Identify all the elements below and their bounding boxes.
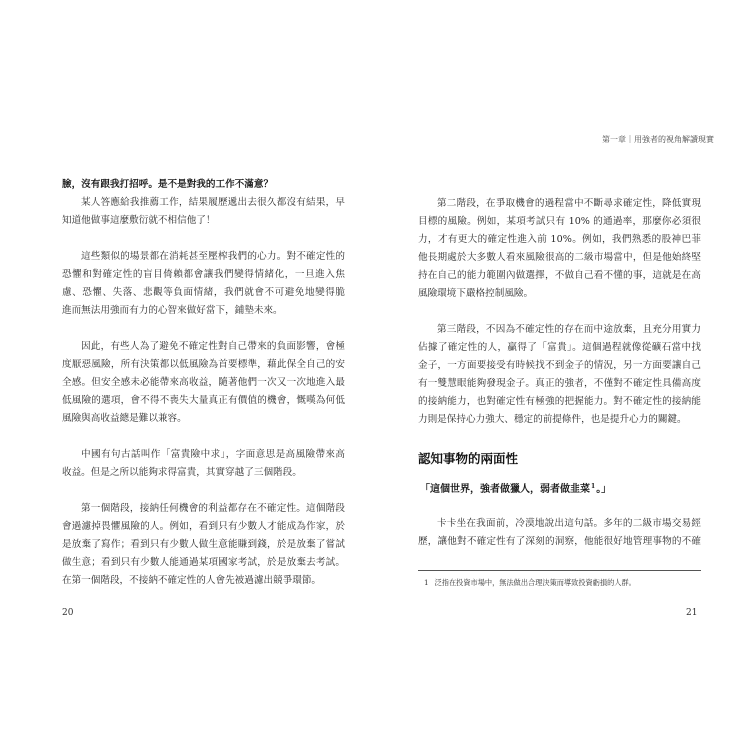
footnote — [424, 577, 636, 589]
text-line: 這些類似的場景都在消耗甚至壓榨我們的心力。對不確定性的 — [81, 251, 345, 262]
page-number-right: 21 — [686, 608, 698, 618]
text-line: 低風險的選項，會不得不喪失大量真正有價值的機會，慨嘆為何低 — [62, 395, 345, 406]
text-line: 第一個階段，接納任何機會的利益都存在不確定性。這個階段 — [81, 503, 345, 514]
text-line: 第二階段，在爭取機會的過程當中不斷尋求確定性，降低實現 — [437, 198, 701, 209]
text-line: 因此，有些人為了避免不確定性對自己帶來的負面影響，會極 — [81, 341, 345, 352]
text-line: 某人答應給我推薦工作，結果履歷遞出去很久都沒有結果，早 — [81, 197, 345, 208]
paragraph — [62, 176, 345, 194]
text-line: 收益。但是之所以能夠求得富貴，其實穿越了三個階段。 — [62, 467, 302, 478]
text-line: 金子，一方面要接受有時候找不到金子的情況，另一方面要讓自己 — [418, 360, 701, 371]
paragraph — [62, 446, 345, 482]
text-line: 歷，讓他對不確定性有了深刻的洞察，他能很好地管理事物的不確 — [418, 536, 701, 547]
paragraph — [62, 194, 345, 230]
text-line: 是放棄了寫作；看到只有少數人做生意能賺到錢，於是放棄了嘗試 — [62, 539, 345, 550]
text-line: 目標的風險。例如，某項考試只有 10% 的通過率，那麼你必須很 — [418, 216, 701, 227]
pull-quote — [420, 481, 611, 499]
paragraph — [62, 338, 345, 428]
section-heading: 認知事物的兩面性 — [418, 451, 519, 466]
text-line: 他長期處於大多數人看來風險很高的二級市場當中，但是他始終堅 — [418, 252, 701, 263]
text-line: 進而無法用強而有力的心智來做好當下，鋪墊未來。 — [62, 305, 283, 316]
text-line: 有一雙慧眼能夠發現金子。真正的強者，不僅對不確定性具備高度 — [418, 378, 701, 389]
text-line: 卡卡坐在我面前，冷漠地說出這句話。多年的二級市場交易經 — [437, 518, 701, 529]
page-number-left: 20 — [62, 608, 74, 618]
footnote-text: 泛指在投資市場中，無法做出合理決策而導致投資虧損的人群。 — [434, 578, 636, 587]
text-line: 全感。但安全感未必能帶來高收益，隨著他們一次又一次地進入最 — [62, 377, 345, 388]
text-line: 恐懼和對確定性的盲目倚賴都會讓我們變得情緒化，一旦進入焦 — [62, 269, 345, 280]
text-line: 持在自己的能力範圍內做選擇，不做自己看不懂的事，這就是在高 — [418, 270, 701, 281]
text-line: 的接納能力，也對確定性有極強的把握能力。對不確定性的接納能 — [418, 396, 701, 407]
running-header: 第一章｜用強者的視角解讀現實 — [602, 135, 714, 144]
footnote-divider — [418, 570, 701, 571]
footnote-number: 1 — [424, 578, 429, 587]
quote-text: 「這個世界，強者做獵人，弱者做韭菜 — [420, 484, 590, 495]
text-line: 度厭惡風險，所有決策都以低風險為首要標準，藉此保全自己的安 — [62, 359, 345, 370]
text-line: 知道他做事這麼敷衍就不相信他了！ — [62, 215, 216, 226]
text-line: 臉，沒有跟我打招呼。是不是對我的工作不滿意？ — [62, 179, 274, 190]
text-line: 做生意；看到只有少數人能通過某項國家考試，於是放棄去考試。 — [62, 557, 345, 568]
text-line: 中國有句古話叫作「富貴險中求」，字面意思是高風險帶來高 — [81, 449, 345, 460]
quote-text-end: 。」 — [596, 484, 612, 495]
text-line: 風險環境下嚴格控制風險。 — [418, 288, 534, 299]
text-line: 在第一個階段，不接納不確定性的人會先被過濾出競爭環節。 — [62, 575, 322, 586]
paragraph — [418, 321, 701, 429]
paragraph — [418, 515, 701, 551]
text-line: 風險與高收益總是難以兼容。 — [62, 413, 187, 424]
text-line: 力則是保持心力強大、穩定的前提條件，也是提升心力的關鍵。 — [418, 414, 687, 425]
text-line: 慮、恐懼、失落、悲觀等負面情緒，我們就會不可避免地變得脆 — [62, 287, 345, 298]
right-page-body — [418, 195, 701, 447]
text-line: 第三階段，不因為不確定性的存在而中途放棄，且充分用實力 — [437, 324, 701, 335]
footnote-reference: 1 — [591, 483, 596, 490]
paragraph — [418, 195, 701, 303]
paragraph — [62, 500, 345, 590]
text-line: 會過濾掉畏懼風險的人。例如，看到只有少數人才能成為作家，於 — [62, 521, 345, 532]
text-line: 力，才有更大的確定性進入前 10%。例如，我們熟悉的股神巴菲 — [418, 234, 701, 245]
text-line: 佔據了確定性的人，贏得了「富貴」。這個過程就像從礦石當中找 — [418, 342, 701, 353]
right-page-body-continued — [418, 515, 701, 569]
left-page-body — [62, 176, 345, 608]
paragraph — [62, 248, 345, 320]
